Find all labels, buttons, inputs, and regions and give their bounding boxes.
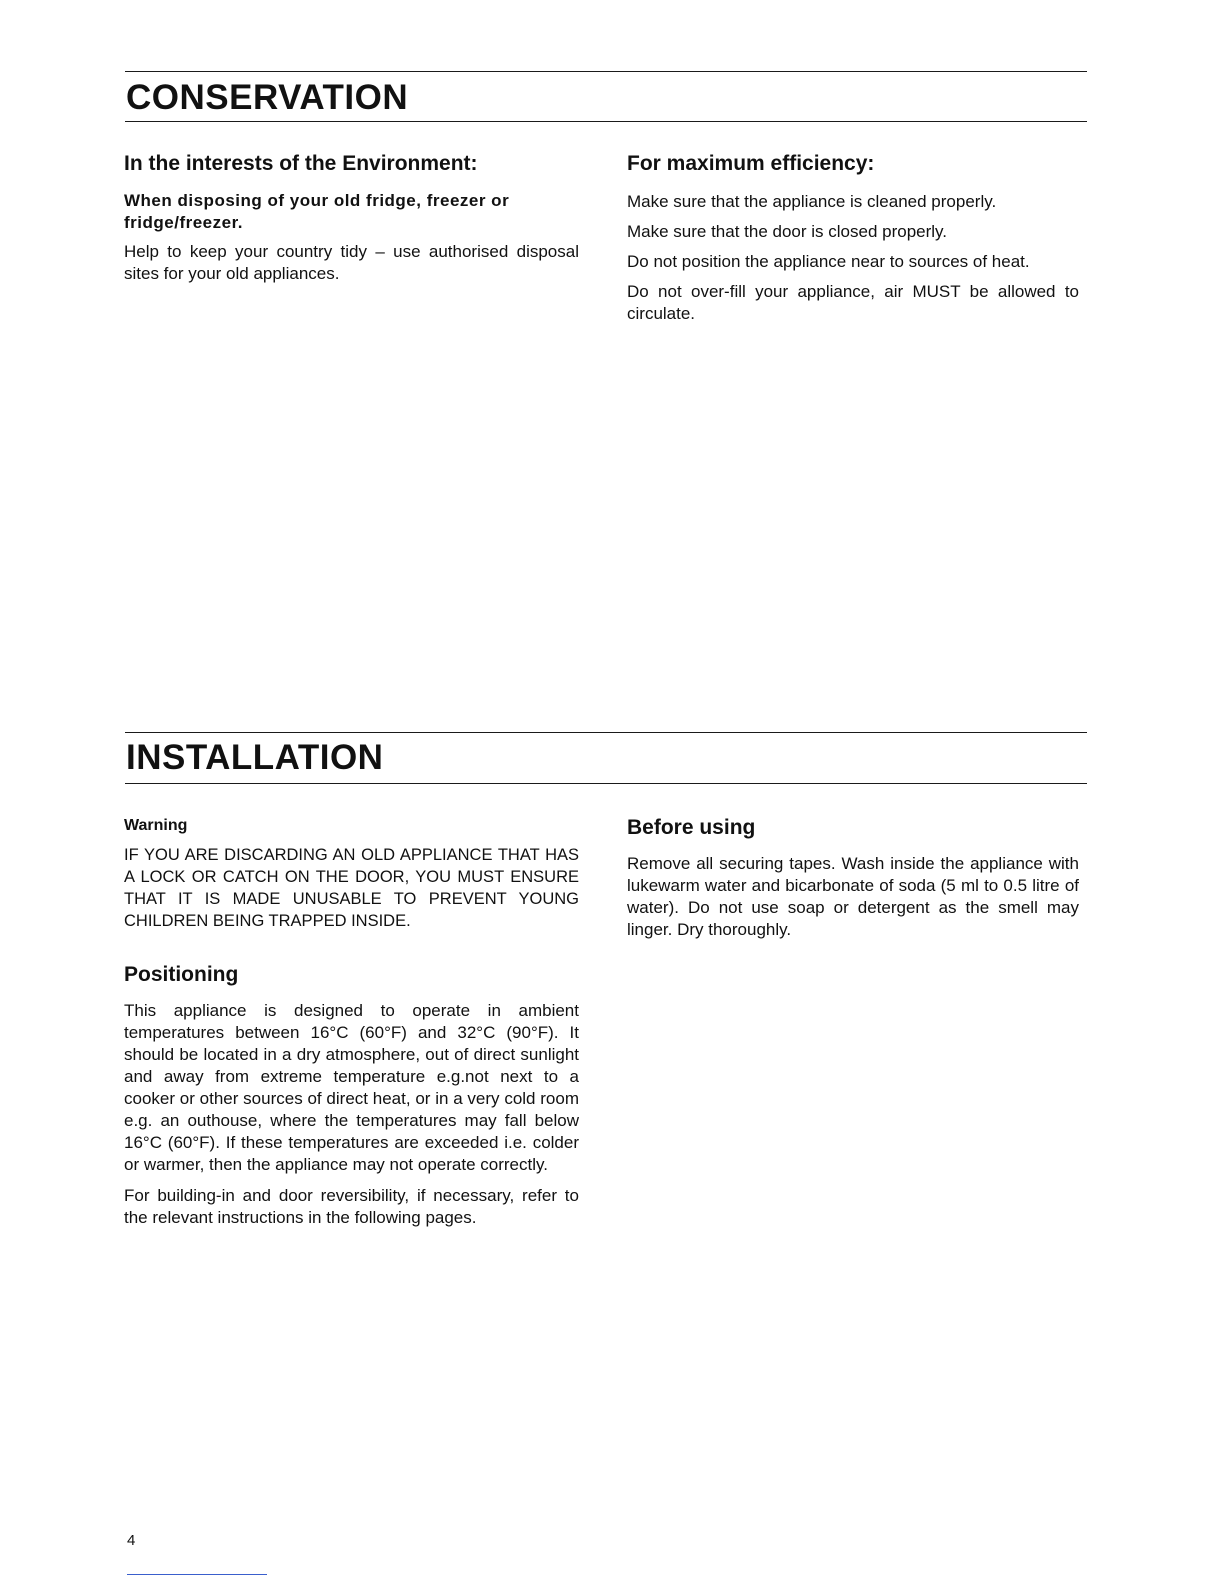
efficiency-heading: For maximum efficiency:: [627, 152, 875, 175]
section-bottom-rule: [125, 783, 1087, 784]
positioning-paragraph: For building-in and door reversibility, if necessary, refer to the relevant instructions in the following pages.: [124, 1185, 579, 1227]
section-title-installation: INSTALLATION: [126, 738, 384, 777]
environment-lead: When disposing of your old fridge, freezer or fridge/freezer.: [124, 191, 510, 233]
environment-heading: In the interests of the Environment:: [124, 152, 478, 175]
before-using-body: Remove all securing tapes. Wash inside the appliance with lukewarm water and bicarbonate of soda (5 ml to 0.5 litre of water). Do not use soap or detergent as the smell may linger. Dry thoroughly.: [627, 854, 1079, 940]
before-using-heading: Before using: [627, 816, 756, 839]
efficiency-item: Make sure that the door is closed properly.: [627, 222, 948, 242]
warning-heading: Warning: [124, 817, 188, 834]
efficiency-item: Do not over-fill your appliance, air MUST be allowed to circulate.: [627, 282, 1079, 324]
efficiency-item: Do not position the appliance near to sources of heat.: [627, 252, 1030, 272]
installation-left-column: [124, 817, 579, 1229]
section-title-conservation: CONSERVATION: [126, 78, 409, 117]
environment-body: Help to keep your country tidy – use authorised disposal sites for your old appliances.: [124, 242, 579, 284]
efficiency-column: [627, 152, 1079, 325]
section-top-rule: [125, 71, 1087, 72]
section-bottom-rule: [125, 121, 1087, 122]
page-number: 4: [127, 1532, 136, 1549]
positioning-paragraph: This appliance is designed to operate in ambient temperatures between 16°C (60°F) and 32°C (90°F). It should be located in a dry atmosphere, out of direct sunlight and away from extreme temperature e.g.not next to a cooker or other sources of direct heat, or in a very cold room e.g. an outhouse, where the temperatures may fall below 16°C (60°F). If these temperatures are exceeded i.e. colder or warmer, then the appliance may not operate correctly.: [124, 1000, 579, 1174]
positioning-heading: Positioning: [124, 962, 239, 986]
warning-body: IF YOU ARE DISCARDING AN OLD APPLIANCE THAT HAS A LOCK OR CATCH ON THE DOOR, YOU MUST ENSURE THAT IT IS MADE UNUSABLE TO PREVENT YOUNG CHILDREN BEING TRAPPED INSIDE.: [124, 845, 579, 930]
footer-line: [127, 1574, 267, 1575]
efficiency-item: Make sure that the appliance is cleaned properly.: [627, 192, 997, 212]
installation-right-column: [627, 816, 1079, 941]
section-top-rule: [125, 732, 1087, 733]
environment-column: [124, 152, 579, 285]
